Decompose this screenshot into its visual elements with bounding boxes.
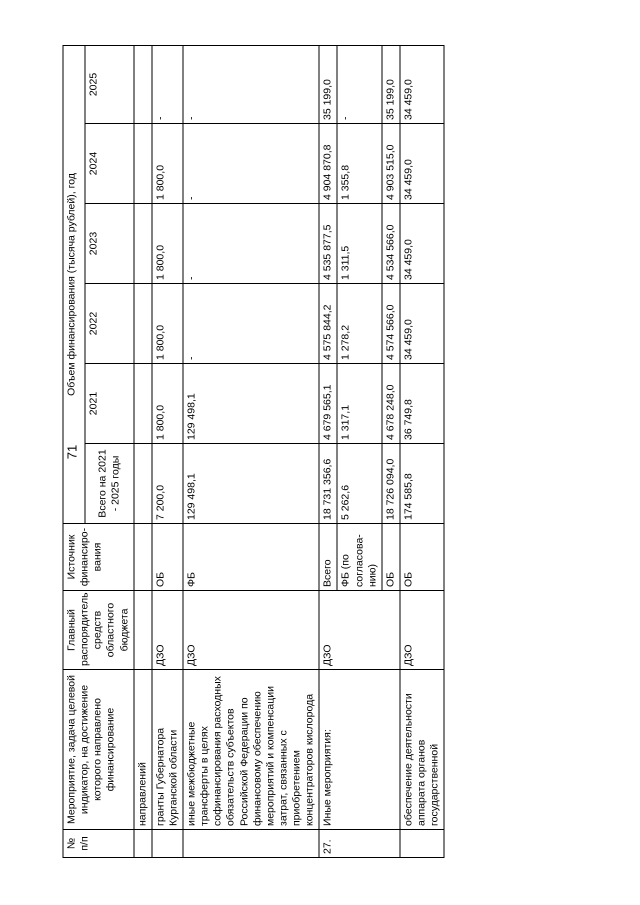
cell-no [183, 830, 319, 858]
cell-manager: ДЗО [183, 591, 319, 670]
cell-source: ОБ [382, 524, 400, 591]
header-no: № п/п [63, 830, 134, 858]
cell-2025: - [183, 45, 319, 123]
cell-total: 174 585,8 [400, 444, 444, 524]
cell-2024 [134, 124, 152, 204]
cell-2024: 4 904 870,8 [319, 124, 337, 204]
cell-manager: ДЗО [319, 591, 400, 670]
cell-2022: - [183, 284, 319, 364]
cell-2021: 36 749,8 [400, 364, 444, 444]
cell-no [400, 830, 444, 858]
header-year: 2021 [85, 364, 134, 444]
cell-2023: 34 459,0 [400, 204, 444, 284]
cell-2023: 1 800,0 [152, 204, 183, 284]
cell-2021: 4 678 248,0 [382, 364, 400, 444]
cell-2023: 4 534 566,0 [382, 204, 400, 284]
rotated-page [63, 46, 578, 858]
cell-2021: 4 679 565,1 [319, 364, 337, 444]
cell-2022: 1 800,0 [152, 284, 183, 364]
cell-2021 [134, 364, 152, 444]
header-manager: Главный распорядитель средств областного бюджета [63, 591, 134, 670]
cell-2024: 1 355,8 [337, 124, 381, 204]
financing-table [63, 45, 445, 858]
cell-2023 [134, 204, 152, 284]
cell-2021: 129 498,1 [183, 364, 319, 444]
table-row [400, 45, 444, 857]
cell-no [152, 830, 183, 858]
cell-activity: обеспечение деятельности аппарата органов государственной [400, 670, 444, 830]
cell-2024: - [183, 124, 319, 204]
header-year: 2023 [85, 204, 134, 284]
cell-total [134, 444, 152, 524]
cell-manager: ДЗО [152, 591, 183, 670]
cell-2022 [134, 284, 152, 364]
cell-source: ОБ [152, 524, 183, 591]
header-row [63, 45, 85, 857]
cell-2025: - [152, 45, 183, 123]
cell-2024: 4 903 515,0 [382, 124, 400, 204]
cell-total: 5 262,6 [337, 444, 381, 524]
cell-2024: 1 800,0 [152, 124, 183, 204]
header-year: 2025 [85, 45, 134, 123]
table-row [134, 45, 152, 857]
cell-2023: - [183, 204, 319, 284]
cell-2022: 1 278,2 [337, 284, 381, 364]
cell-source: Всего [319, 524, 337, 591]
cell-2025: - [337, 45, 381, 123]
header-year: 2022 [85, 284, 134, 364]
header-volume: Объем финансирования (тысяча рублей), год [63, 45, 85, 523]
cell-total: 18 731 356,6 [319, 444, 337, 524]
cell-2021: 1 317,1 [337, 364, 381, 444]
cell-no [134, 830, 152, 858]
cell-no: 27. [319, 830, 400, 858]
cell-source [134, 524, 152, 591]
cell-activity: иные межбюджетные трансферты в целях софинансирования расходных обязательств субъектов Российской Федерации по финансовому обеспечению мероприятий и компенсации затрат, связанных с приобретением концентраторов кислорода [183, 670, 319, 830]
cell-2021: 1 800,0 [152, 364, 183, 444]
header-activity: Мероприятие, задача целевой индикатор, на достижение которого направлено финансирование [63, 670, 134, 830]
cell-2022: 4 575 844,2 [319, 284, 337, 364]
cell-2025: 34 459,0 [400, 45, 444, 123]
header-source: Источник финансиро-вания [63, 524, 134, 591]
cell-2025: 35 199,0 [319, 45, 337, 123]
cell-2023: 4 535 877,5 [319, 204, 337, 284]
cell-manager [134, 591, 152, 670]
page-number: 71 [64, 444, 80, 460]
cell-source: ОБ [400, 524, 444, 591]
cell-activity: гранты Губернатора Курганской области [152, 670, 183, 830]
table-row [183, 45, 319, 857]
header-year: 2024 [85, 124, 134, 204]
cell-total: 7 200,0 [152, 444, 183, 524]
cell-source: ФБ [183, 524, 319, 591]
cell-total: 18 726 094,0 [382, 444, 400, 524]
cell-2024: 34 459,0 [400, 124, 444, 204]
cell-activity: Иные мероприятия: [319, 670, 400, 830]
cell-2025 [134, 45, 152, 123]
table-row [152, 45, 183, 857]
cell-source: ФБ (по согласова-нию) [337, 524, 381, 591]
header-total: Всего на 2021 - 2025 годы [85, 444, 134, 524]
cell-manager: ДЗО [400, 591, 444, 670]
cell-activity: направлений [134, 670, 152, 830]
table-row [319, 45, 337, 857]
cell-2022: 34 459,0 [400, 284, 444, 364]
cell-2022: 4 574 566,0 [382, 284, 400, 364]
cell-2023: 1 311,5 [337, 204, 381, 284]
cell-total: 129 498,1 [183, 444, 319, 524]
cell-2025: 35 199,0 [382, 45, 400, 123]
